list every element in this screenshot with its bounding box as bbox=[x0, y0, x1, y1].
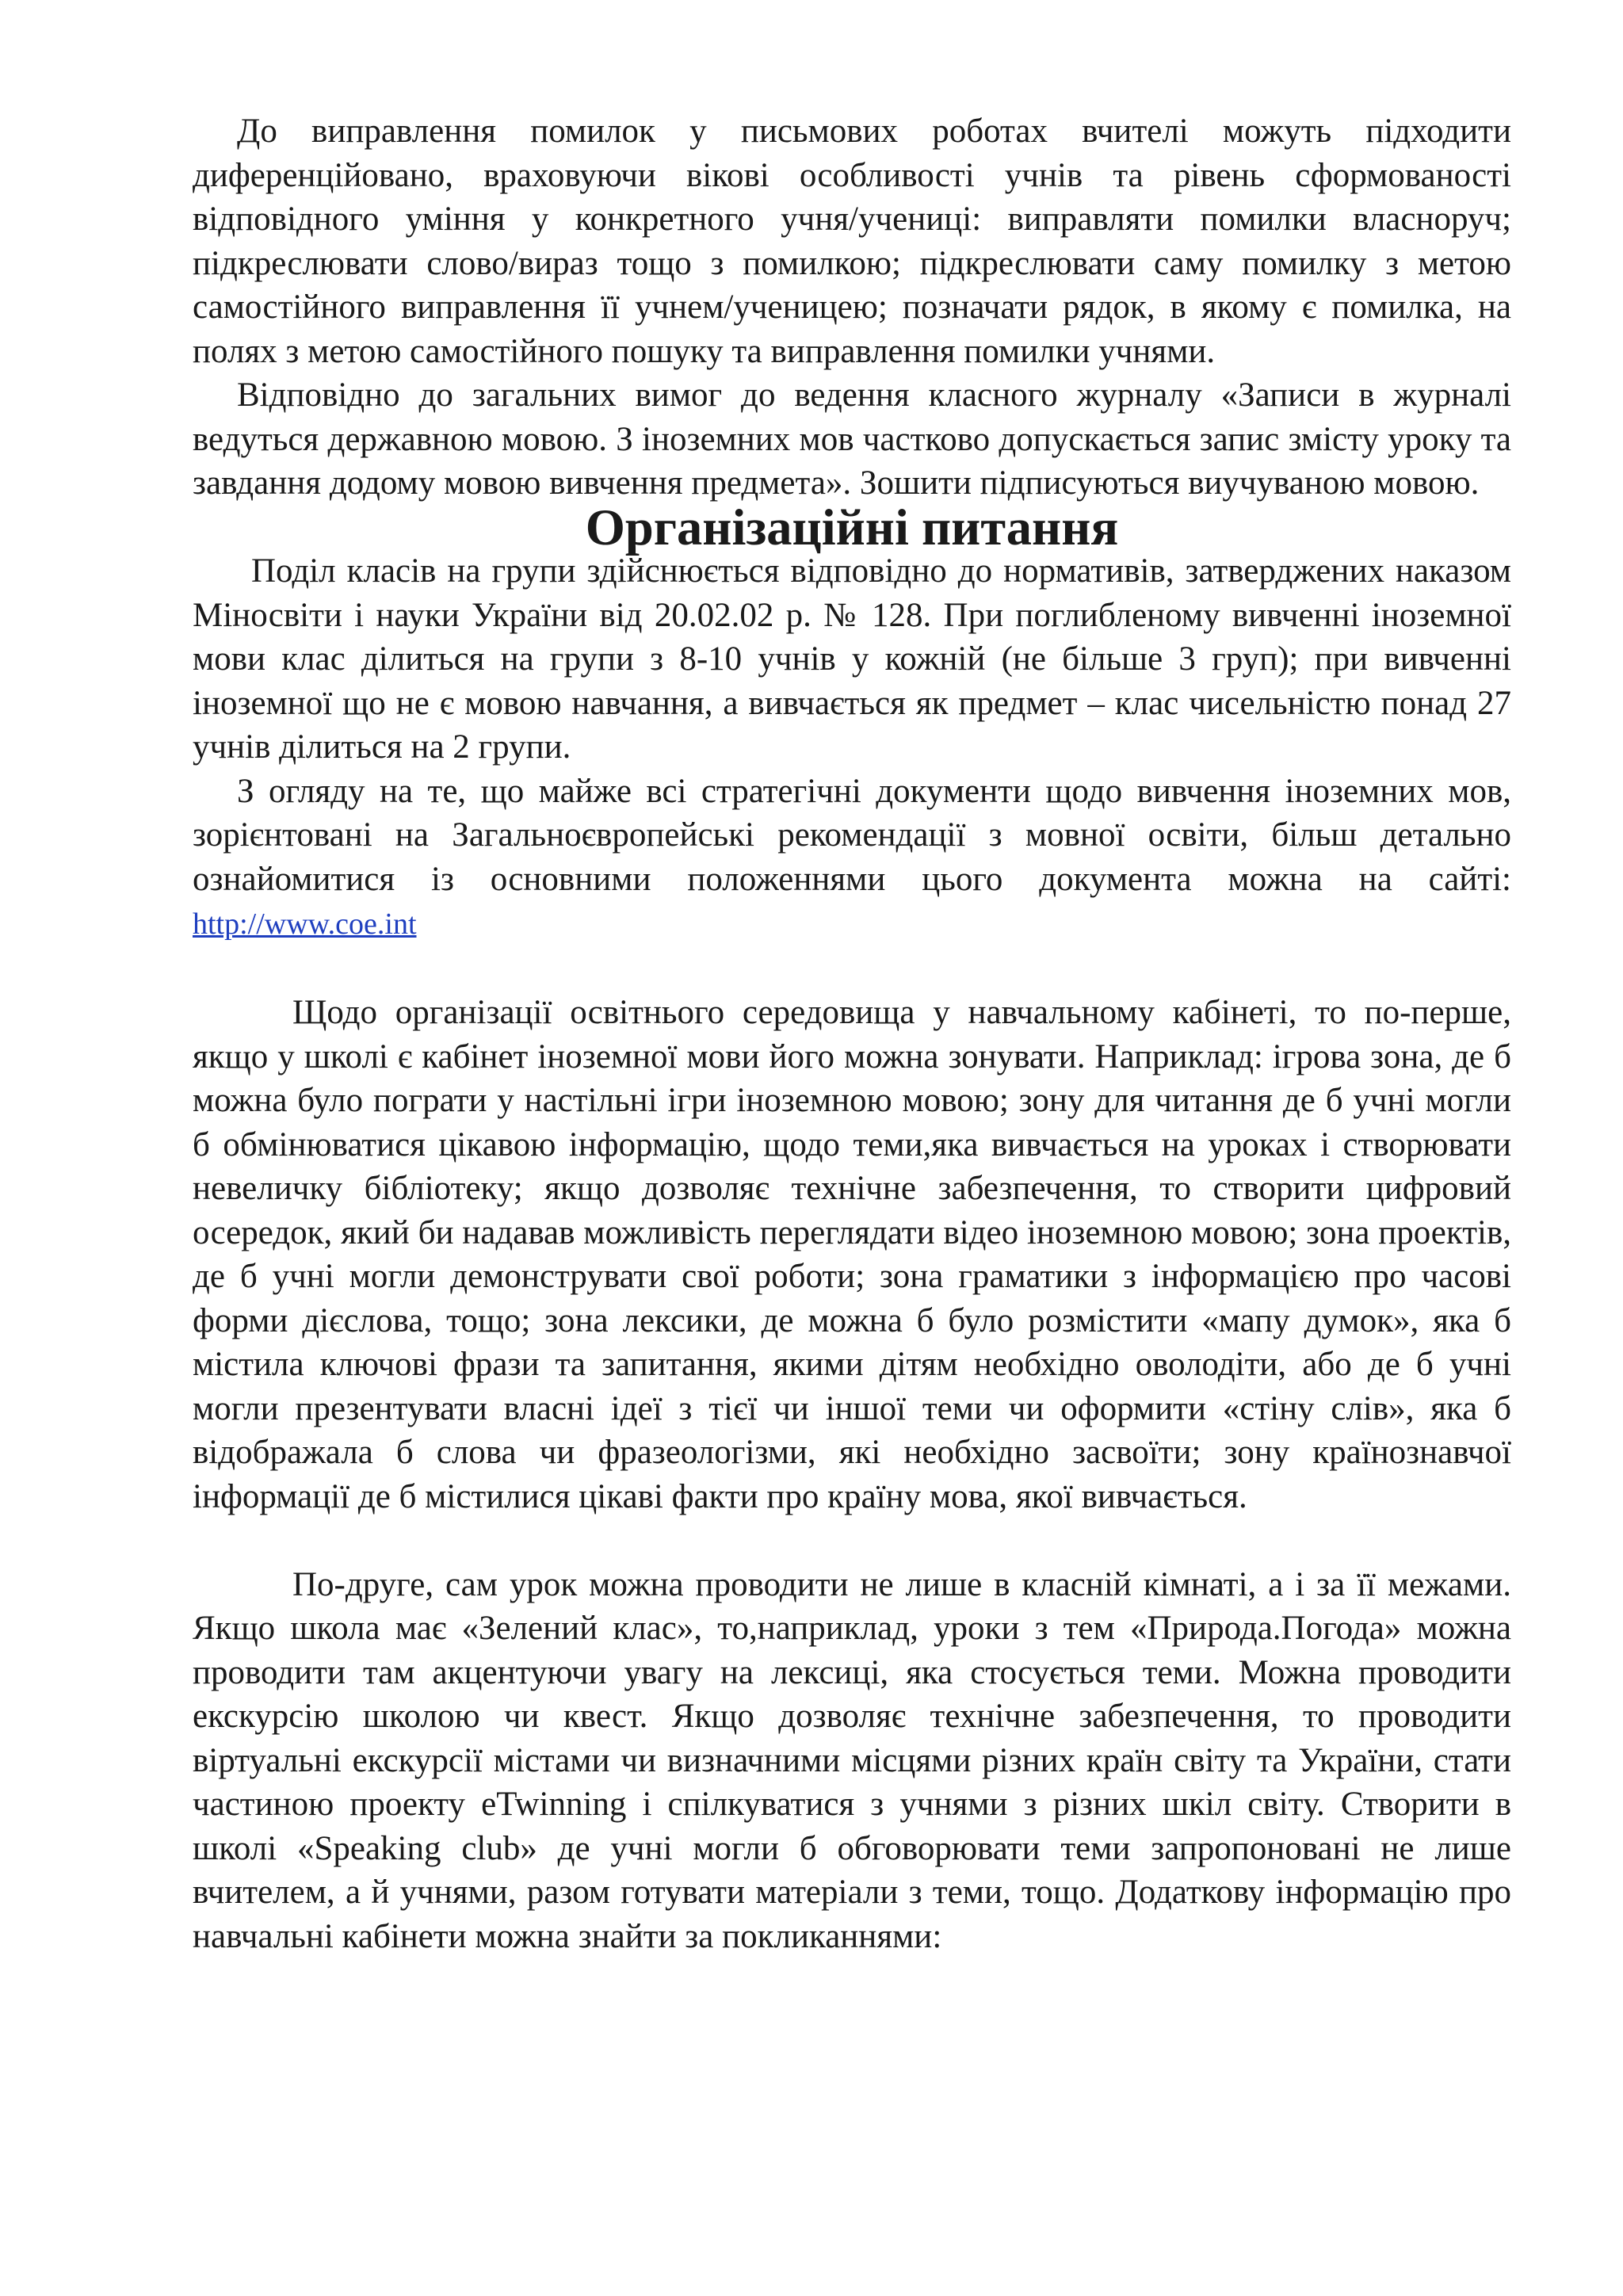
section-heading: Організаційні питання bbox=[585, 499, 1119, 556]
paragraph-lessons-outside: По-друге, сам урок можна проводити не лише в класній кімнаті, а і за її межами. Якщо школа має «Зелений клас», то,наприклад, уроки з тем «Природа.Погода» можна проводити там акцентуючи увагу на лексиці, яка стосується теми. Можна проводити екскурсію школою чи квест. Якщо дозволяє технічне забезпечення, то проводити віртуальні екскурсії містами чи визначними місцями різних країн світу та України, стати частиною проекту eTwinning і спілкуватися з учнями з різних шкіл світу. Створити в школі «Speaking club» де учні могли б обговорювати теми запропоновані не лише вчителем, а й учнями, разом готувати матеріали з теми, тощо. Додаткову інформацію про навчальні кабінети можна знайти за покликаннями: bbox=[193, 1565, 1511, 1955]
paragraph-strategic-documents-text: З огляду на те, що майже всі стратегічні документи щодо вивчення іноземних мов, зорієнтовані на Загальноєвропейські рекомендації з мовної освіти, більш детально ознайомитися із основними положеннями цього документа можна на сайті: bbox=[193, 772, 1511, 898]
document-page bbox=[193, 109, 1511, 1958]
paragraph-class-journal: Відповідно до загальних вимог до ведення класного журналу «Записи в журналі ведуться державною мовою. З іноземних мов частково допускається запис змісту уроку та завдання додому мовою вивчення предмета». Зошити підписуються виучуваною мовою. bbox=[193, 376, 1511, 502]
paragraph-class-division: Поділ класів на групи здійснюється відповідно до нормативів, затверджених наказом Міносвіти і науки України від 20.02.02 р. № 128. При поглибленому вивченні іноземної мови клас ділиться на групи з 8-10 учнів у кожній (не більше 3 груп); при вивченні іноземної що не є мовою навчання, а вивчається як предмет – клас чисельністю понад 27 учнів ділиться на 2 групи. bbox=[193, 552, 1511, 766]
paragraph-learning-environment: Щодо організації освітнього середовища у навчальному кабінеті, то по-перше, якщо у школі є кабінет іноземної мови його можна зонувати. Наприклад: ігрова зона, де б можна було пограти у настільні ігри іноземною мовою; зону для читання де б учні могли б обмінюватися цікавою інформацію, щодо теми,яка вивчається на уроках і створювати невеличку бібліотеку; якщо дозволяє технічне забезпечення, то створити цифровий осередок, який би надавав можливість переглядати відео іноземною мовою; зона проектів, де б учні могли демонструвати свої роботи; зона граматики з інформацією про часові форми дієслова, тощо; зона лексики, де можна б було розмістити «мапу думок», яка б містила ключові фрази та запитання, якими дітям необхідно оволодіти, або де б учні могли презентувати власні ідеї з тієї чи іншої теми чи оформити «стіну слів», яка б відображала б слова чи фразеологізми, які необхідно засвоїти; зону країнознавчої інформації де б містилися цікаві факти про країну мова, якої вивчається. bbox=[193, 994, 1511, 1515]
paragraph-error-correction: До виправлення помилок у письмових роботах вчителі можуть підходити диференційовано, враховуючи вікові особливості учнів та рівень сформованості відповідного уміння у конкретного учня/учениці: виправляти помилки власноруч; підкреслювати слово/вираз тощо з помилкою; підкреслювати саму помилку з метою самостійного виправлення її учнем/ученицею; позначати рядок, в якому є помилка, на полях з метою самостійного пошуку та виправлення помилки учнями. bbox=[193, 113, 1511, 370]
blank-line bbox=[193, 947, 1511, 991]
blank-line bbox=[193, 1519, 1511, 1563]
coe-link[interactable]: http://www.coe.int bbox=[193, 907, 417, 941]
paragraph-strategic-documents bbox=[193, 770, 1511, 947]
